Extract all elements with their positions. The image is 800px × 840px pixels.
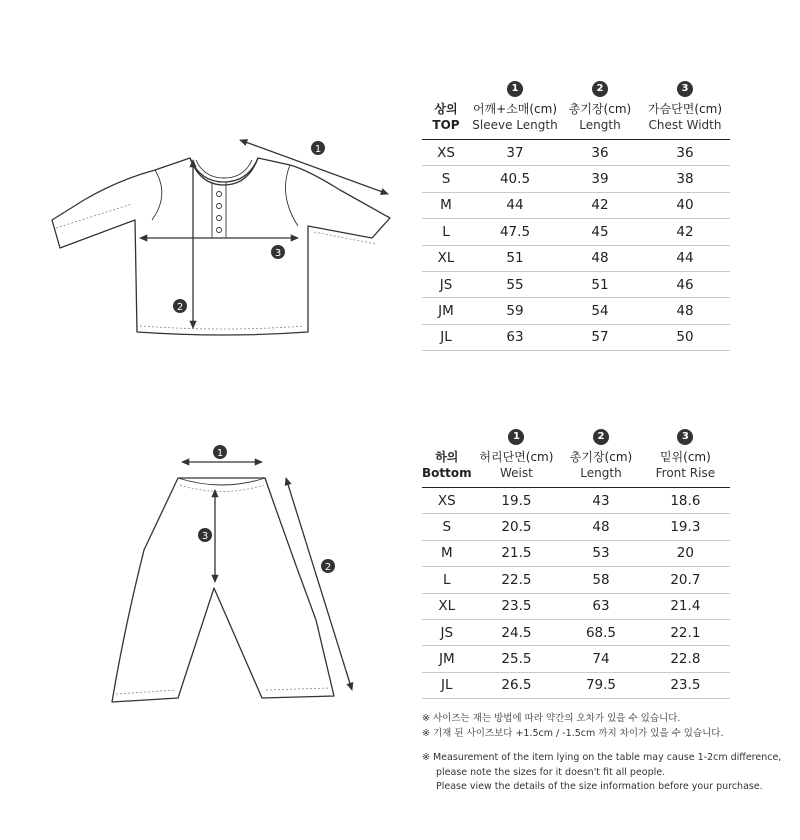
value-cell: 21.4: [641, 593, 730, 619]
table-row: [422, 140, 730, 166]
size-notes: [422, 712, 781, 795]
table-row: [422, 166, 730, 192]
bottom-size-table: [422, 424, 730, 699]
value-cell: 48: [561, 514, 641, 540]
value-cell: 42: [640, 219, 730, 245]
note-en-1: ※ Measurement of the item lying on the table may cause 1-2cm difference,: [422, 752, 782, 763]
value-cell: 38: [640, 166, 730, 192]
value-cell: 44: [470, 192, 560, 218]
value-cell: 23.5: [641, 672, 730, 698]
value-cell: 20.5: [472, 514, 562, 540]
bottom-col1-number: 1: [508, 429, 524, 445]
bottom-col2-number: 2: [593, 429, 609, 445]
size-cell: JS: [422, 619, 472, 645]
value-cell: 47.5: [470, 219, 560, 245]
top-size-table: [422, 76, 730, 351]
top-stitching: [56, 204, 376, 329]
value-cell: 42: [560, 192, 640, 218]
table-row: [422, 593, 730, 619]
value-cell: 20.7: [641, 567, 730, 593]
value-cell: 18.6: [641, 488, 730, 514]
top-marker-3: 3: [274, 248, 282, 259]
top-illustration: [0, 120, 400, 480]
bottom-label-ko: 하의: [435, 450, 459, 464]
size-cell: JM: [422, 298, 470, 324]
value-cell: 58: [561, 567, 641, 593]
top-markers: [173, 141, 325, 313]
value-cell: 46: [640, 271, 730, 297]
top-shirt-outline: [52, 158, 390, 335]
bottom-illustration: [0, 430, 400, 760]
value-cell: 40: [640, 192, 730, 218]
size-cell: XS: [422, 488, 472, 514]
top-col2-number: 2: [592, 81, 608, 97]
table-row: [422, 567, 730, 593]
size-cell: JM: [422, 646, 472, 672]
top-col3-en: Chest Width: [648, 118, 722, 132]
value-cell: 48: [560, 245, 640, 271]
size-cell: JL: [422, 324, 470, 350]
table-row: [422, 488, 730, 514]
size-cell: M: [422, 192, 470, 218]
table-row: [422, 219, 730, 245]
value-cell: 20: [641, 540, 730, 566]
table-row: [422, 271, 730, 297]
value-cell: 68.5: [561, 619, 641, 645]
value-cell: 63: [470, 324, 560, 350]
table-row: [422, 672, 730, 698]
top-buttons: [217, 192, 222, 233]
bottom-col1-en: Weist: [500, 466, 533, 480]
pants-length-arrow: [286, 478, 352, 690]
size-cell: L: [422, 219, 470, 245]
value-cell: 19.3: [641, 514, 730, 540]
value-cell: 74: [561, 646, 641, 672]
table-row: [422, 298, 730, 324]
value-cell: 53: [561, 540, 641, 566]
bottom-marker-2: 2: [324, 562, 332, 573]
top-label-en: TOP: [432, 118, 460, 132]
bottom-marker-1: 1: [216, 448, 224, 459]
value-cell: 45: [560, 219, 640, 245]
size-cell: XS: [422, 140, 470, 166]
bottom-col3-en: Front Rise: [655, 466, 716, 480]
table-row: [422, 324, 730, 350]
value-cell: 23.5: [472, 593, 562, 619]
bottom-measure-arrows: [182, 462, 352, 690]
table-row: [422, 245, 730, 271]
table-row: [422, 646, 730, 672]
top-col1-number: 1: [507, 81, 523, 97]
value-cell: 59: [470, 298, 560, 324]
value-cell: 55: [470, 271, 560, 297]
value-cell: 24.5: [472, 619, 562, 645]
note-en-3: Please view the details of the size information before your purchase.: [436, 781, 763, 792]
value-cell: 26.5: [472, 672, 562, 698]
size-cell: S: [422, 514, 472, 540]
value-cell: 79.5: [561, 672, 641, 698]
note-ko-2: ※ 기재 된 사이즈보다 +1.5cm / -1.5cm 까지 차이가 있을 수 있습니다.: [422, 727, 724, 739]
value-cell: 25.5: [472, 646, 562, 672]
value-cell: 36: [560, 140, 640, 166]
size-cell: M: [422, 540, 472, 566]
size-cell: JL: [422, 672, 472, 698]
bottom-marker-3: 3: [201, 531, 209, 542]
top-col1-en: Sleeve Length: [472, 118, 558, 132]
note-ko-1: ※ 사이즈는 재는 방법에 따라 약간의 오차가 있을 수 있습니다.: [422, 713, 681, 724]
value-cell: 36: [640, 140, 730, 166]
value-cell: 50: [640, 324, 730, 350]
value-cell: 51: [470, 245, 560, 271]
note-en-2: please note the sizes for it doesn't fit all people.: [436, 766, 666, 778]
bottom-col1-ko: 허리단면(cm): [479, 450, 554, 464]
top-col2-ko: 총기장(cm): [568, 102, 632, 116]
value-cell: 43: [561, 488, 641, 514]
top-label-ko: 상의: [434, 102, 458, 116]
top-col3-ko: 가슴단면(cm): [647, 102, 723, 116]
size-cell: XL: [422, 245, 470, 271]
bottom-col3-number: 3: [677, 429, 693, 445]
value-cell: 37: [470, 140, 560, 166]
table-row: [422, 540, 730, 566]
size-cell: L: [422, 567, 472, 593]
value-cell: 40.5: [470, 166, 560, 192]
pants-outline: [112, 478, 334, 702]
top-col3-number: 3: [677, 81, 693, 97]
size-cell: XL: [422, 593, 472, 619]
size-cell: JS: [422, 271, 470, 297]
value-cell: 22.5: [472, 567, 562, 593]
top-marker-2: 2: [176, 302, 184, 313]
size-cell: S: [422, 166, 470, 192]
top-marker-1: 1: [314, 144, 322, 155]
bottom-col2-en: Length: [580, 466, 622, 480]
top-col1-ko: 어깨+소매(cm): [472, 102, 558, 116]
bottom-label-en: Bottom: [422, 466, 472, 480]
value-cell: 21.5: [472, 540, 562, 566]
value-cell: 57: [560, 324, 640, 350]
value-cell: 22.8: [641, 646, 730, 672]
bottom-col2-ko: 총기장(cm): [569, 450, 633, 464]
value-cell: 39: [560, 166, 640, 192]
table-row: [422, 514, 730, 540]
table-row: [422, 619, 730, 645]
value-cell: 48: [640, 298, 730, 324]
value-cell: 51: [560, 271, 640, 297]
top-col2-en: Length: [579, 118, 621, 132]
note-en: [422, 751, 781, 795]
value-cell: 22.1: [641, 619, 730, 645]
bottom-col3-ko: 밑위(cm): [659, 450, 711, 464]
value-cell: 44: [640, 245, 730, 271]
table-row: [422, 192, 730, 218]
value-cell: 63: [561, 593, 641, 619]
bottom-markers: [198, 445, 335, 573]
value-cell: 54: [560, 298, 640, 324]
value-cell: 19.5: [472, 488, 562, 514]
